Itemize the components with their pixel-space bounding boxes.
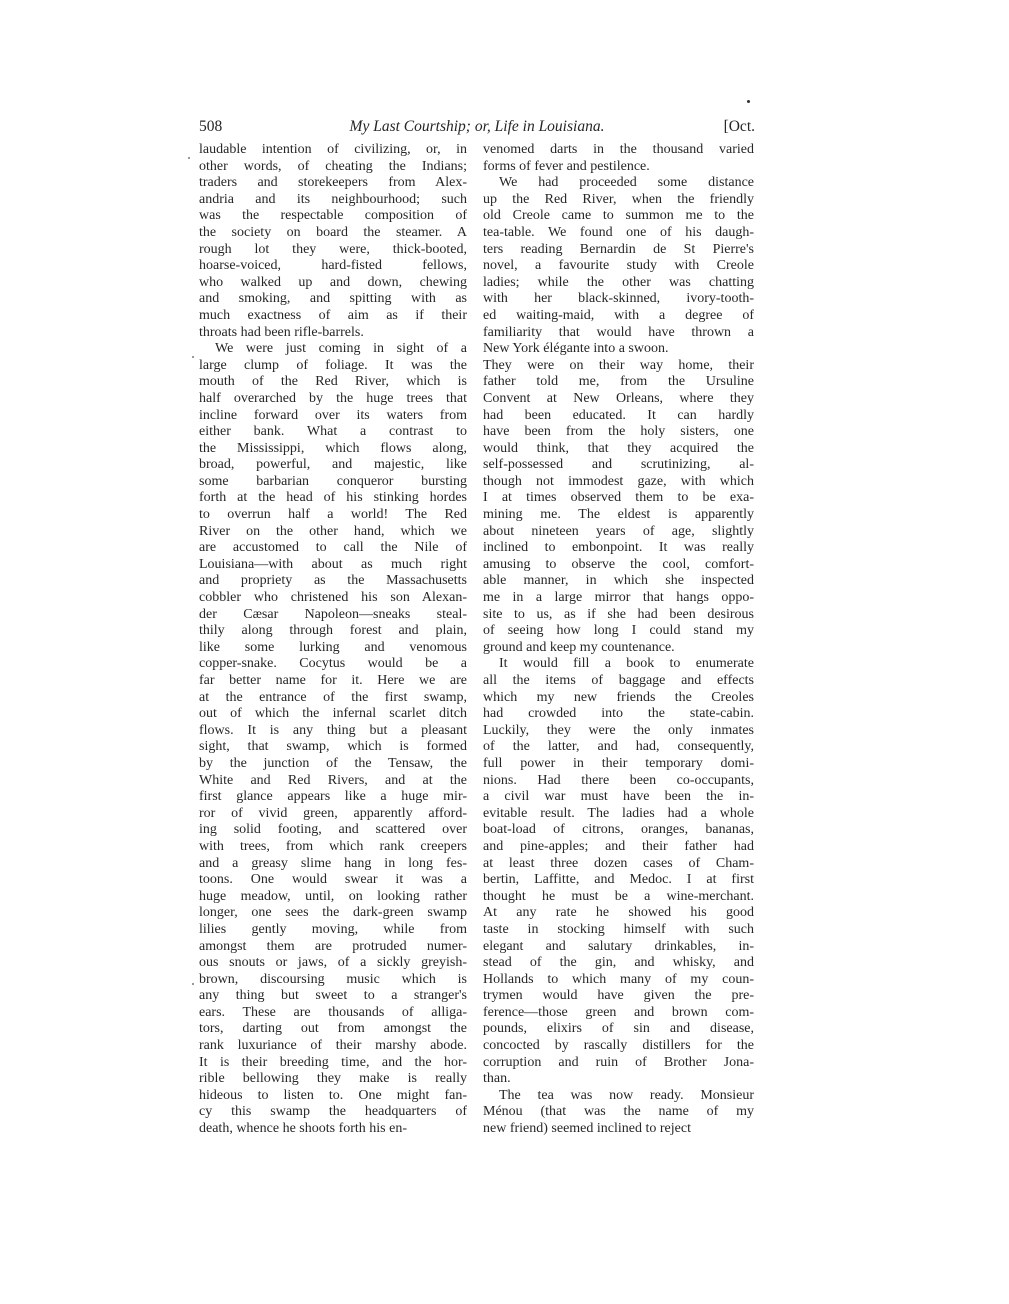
text-line: tea-table. We found one of his daugh- <box>483 224 754 240</box>
text-line: brown, discoursing music which is <box>199 971 467 987</box>
text-line: ous snouts or jaws, of a sickly greyish- <box>199 955 467 971</box>
text-line: half overarched by the huge trees that <box>199 390 467 406</box>
text-line: any thing but sweet to a stranger's <box>199 988 467 1004</box>
text-line: Ménou (that was the name of my <box>483 1104 754 1120</box>
text-line: all the items of baggage and effects <box>483 673 754 688</box>
text-line: who walked up and down, chewing <box>199 274 467 290</box>
text-line: up the Red River, when the friendly <box>483 191 754 207</box>
text-line: have been from the holy sisters, one <box>483 424 754 440</box>
text-line: laudable intention of civilizing, or, in <box>199 142 467 157</box>
right-column <box>483 142 754 1138</box>
text-line: Louisiana—with about as much right <box>199 556 467 572</box>
text-line: new friend) seemed inclined to reject <box>483 1121 691 1137</box>
text-line: hideous to listen to. One might fan- <box>199 1087 467 1103</box>
text-line: would think, that they acquired the <box>483 440 754 456</box>
text-line: taste in stocking himself with such <box>483 921 754 937</box>
text-line: thought he must be a wine-merchant. <box>483 888 754 904</box>
text-line: a civil war must have been the in- <box>483 789 754 805</box>
margin-mark <box>192 356 194 358</box>
text-line: elegant and salutary drinkables, in- <box>483 938 754 954</box>
text-line: corruption and ruin of Brother Jona- <box>483 1054 754 1070</box>
text-line: the society on board the steamer. A <box>199 224 467 240</box>
text-line: toons. One would swear it was a <box>199 872 467 888</box>
text-line: ing solid footing, and scattered over <box>199 822 467 838</box>
text-line: by the junction of the Tensaw, the <box>199 755 467 771</box>
text-line: of the latter, and had, consequently, <box>483 739 754 755</box>
text-line: traders and storekeepers from Alex- <box>199 175 467 191</box>
margin-mark <box>192 983 194 985</box>
text-line: New York élégante into a swoon. <box>483 341 669 357</box>
text-line: copper-snake. Cocytus would be a <box>199 656 467 672</box>
text-line: like some lurking and venomous <box>199 639 467 655</box>
text-line: ference—those green and brown com- <box>483 1004 754 1020</box>
margin-mark <box>188 157 190 159</box>
text-line: forms of fever and pestilence. <box>483 158 650 174</box>
text-line: about nineteen years of age, slightly <box>483 523 754 539</box>
text-line: stead of the gin, and whisky, and <box>483 955 754 971</box>
text-line: had crowded into the state-cabin. <box>483 706 754 722</box>
text-line: I at times observed them to be exa- <box>483 490 754 506</box>
text-line: mouth of the Red River, which is <box>199 374 467 390</box>
text-line: ed waiting-maid, with a degree of <box>483 307 754 323</box>
text-line: Hollands to which many of my coun- <box>483 971 754 987</box>
text-line: bertin, Laffitte, and Medoc. I at first <box>483 872 754 888</box>
text-line: Convent at New Orleans, where they <box>483 390 754 406</box>
text-line: are accustomed to call the Nile of <box>199 540 467 556</box>
text-line: either bank. What a contrast to <box>199 424 467 440</box>
text-line: familiarity that would have thrown a <box>483 324 754 340</box>
text-line: At any rate he showed his good <box>483 905 754 921</box>
text-line: pounds, elixirs of sin and disease, <box>483 1021 754 1037</box>
text-line: tors, darting out from amongst the <box>199 1021 467 1037</box>
text-line: forth at the head of his stinking hordes <box>199 490 467 506</box>
text-line: mining me. The eldest is apparently <box>483 507 754 523</box>
text-line: and smoking, and spitting with as <box>199 291 467 307</box>
text-line: ladies; while the other was chatting <box>483 274 754 290</box>
text-line: flows. It is any thing but a pleasant <box>199 722 467 738</box>
text-line: out of which the infernal scarlet ditch <box>199 706 467 722</box>
text-line: boat-load of citrons, oranges, bananas, <box>483 822 754 838</box>
text-line: concocted by rascally distillers for the <box>483 1038 754 1054</box>
text-line: first glance appears like a huge mir- <box>199 789 467 805</box>
text-line: They were on their way home, their <box>483 357 754 373</box>
text-line: which my new friends the Creoles <box>483 689 754 705</box>
text-line: able manner, in which she inspected <box>483 573 754 589</box>
text-line: It is their breeding time, and the hor- <box>199 1054 467 1070</box>
text-line: old Creole came to summon me to the <box>483 208 754 224</box>
text-line: the Mississippi, which flows along, <box>199 440 467 456</box>
text-line: inclined to embonpoint. It was really <box>483 540 754 556</box>
text-line: We were just coming in sight of a <box>215 341 467 357</box>
text-line: venomed darts in the thousand varied <box>483 142 754 157</box>
text-line: nions. Had there been co-occupants, <box>483 772 754 788</box>
text-line: site to us, as if she had been desirous <box>483 606 754 622</box>
text-line: with trees, from which rank creepers <box>199 838 467 854</box>
text-line: novel, a favourite study with Creole <box>483 258 754 274</box>
text-line: ground and keep my countenance. <box>483 639 675 655</box>
text-line: father told me, from the Ursuline <box>483 374 754 390</box>
text-line: Luckily, they were the only inmates <box>483 722 754 738</box>
text-line: andria and its neighbourhood; such <box>199 191 467 207</box>
text-line: had been educated. It can hardly <box>483 407 754 423</box>
text-line: ears. These are thousands of alliga- <box>199 1004 467 1020</box>
text-line: lilies gently moving, while from <box>199 921 467 937</box>
text-line: rible bellowing they make is really <box>199 1071 467 1087</box>
text-line: at least three dozen cases of Cham- <box>483 855 754 871</box>
text-line: sight, that swamp, which is formed <box>199 739 467 755</box>
text-line: thily along through forest and plain, <box>199 623 467 639</box>
page-number: 508 <box>199 118 223 135</box>
text-line: and pine-apples; and their father had <box>483 838 754 854</box>
text-line: broad, powerful, and majestic, like <box>199 457 467 473</box>
text-line: amusing to observe the cool, comfort- <box>483 556 754 572</box>
text-line: cobbler who christened his son Alexan- <box>199 590 467 606</box>
text-line: other words, of cheating the Indians; <box>199 158 467 174</box>
text-line: hoarse-voiced, hard-fisted fellows, <box>199 258 467 274</box>
text-line: was the respectable composition of <box>199 208 467 224</box>
text-line: some barbarian conqueror bursting <box>199 473 467 489</box>
text-line: to overrun half a world! The Red <box>199 507 467 523</box>
text-line: self-possessed and scrutinizing, al- <box>483 457 754 473</box>
text-line: with her black-skinned, ivory-tooth- <box>483 291 754 307</box>
text-line: me in a large mirror that hangs oppo- <box>483 590 754 606</box>
text-line: of seeing how long I could stand my <box>483 623 754 639</box>
text-line: death, whence he shoots forth his en- <box>199 1121 407 1137</box>
text-line: though not immodest gaze, with which <box>483 473 754 489</box>
text-line: It would fill a book to enumerate <box>499 656 754 672</box>
text-line: ror of vivid green, apparently afford- <box>199 805 467 821</box>
text-line: White and Red Rivers, and at the <box>199 772 467 788</box>
text-line: amongst them are protruded numer- <box>199 938 467 954</box>
text-line: rank luxuriance of their marshy abode. <box>199 1038 467 1054</box>
text-line: longer, one sees the dark-green swamp <box>199 905 467 921</box>
text-line: much exactness of aim as if their <box>199 307 467 323</box>
left-column <box>199 142 467 1138</box>
running-title: My Last Courtship; or, Life in Louisiana. <box>349 118 605 135</box>
text-line: rough lot they were, thick-booted, <box>199 241 467 257</box>
text-line: River on the other hand, which we <box>199 523 467 539</box>
running-header <box>199 118 755 140</box>
text-line: than. <box>483 1071 511 1087</box>
text-line: far better name for it. Here we are <box>199 673 467 688</box>
text-line: at the entrance of the first swamp, <box>199 689 467 705</box>
text-line: trymen would have given the pre- <box>483 988 754 1004</box>
text-line: and a greasy slime hang in long fes- <box>199 855 467 871</box>
text-line: incline forward over its waters from <box>199 407 467 423</box>
text-line: huge meadow, until, on looking rather <box>199 888 467 904</box>
text-line: ters reading Bernardin de St Pierre's <box>483 241 754 257</box>
text-line: der Cæsar Napoleon—sneaks steal- <box>199 606 467 622</box>
text-line: cy this swamp the headquarters of <box>199 1104 467 1120</box>
text-line: throats had been rifle-barrels. <box>199 324 364 340</box>
text-line: large clump of foliage. It was the <box>199 357 467 373</box>
text-line: The tea was now ready. Monsieur <box>499 1087 754 1103</box>
month-label: [Oct. <box>723 118 755 135</box>
text-line: We had proceeded some distance <box>499 175 754 191</box>
text-line: evitable result. The ladies had a whole <box>483 805 754 821</box>
text-line: full power in their temporary domi- <box>483 755 754 771</box>
stray-dot-mark <box>747 100 750 103</box>
text-line: and propriety as the Massachusetts <box>199 573 467 589</box>
